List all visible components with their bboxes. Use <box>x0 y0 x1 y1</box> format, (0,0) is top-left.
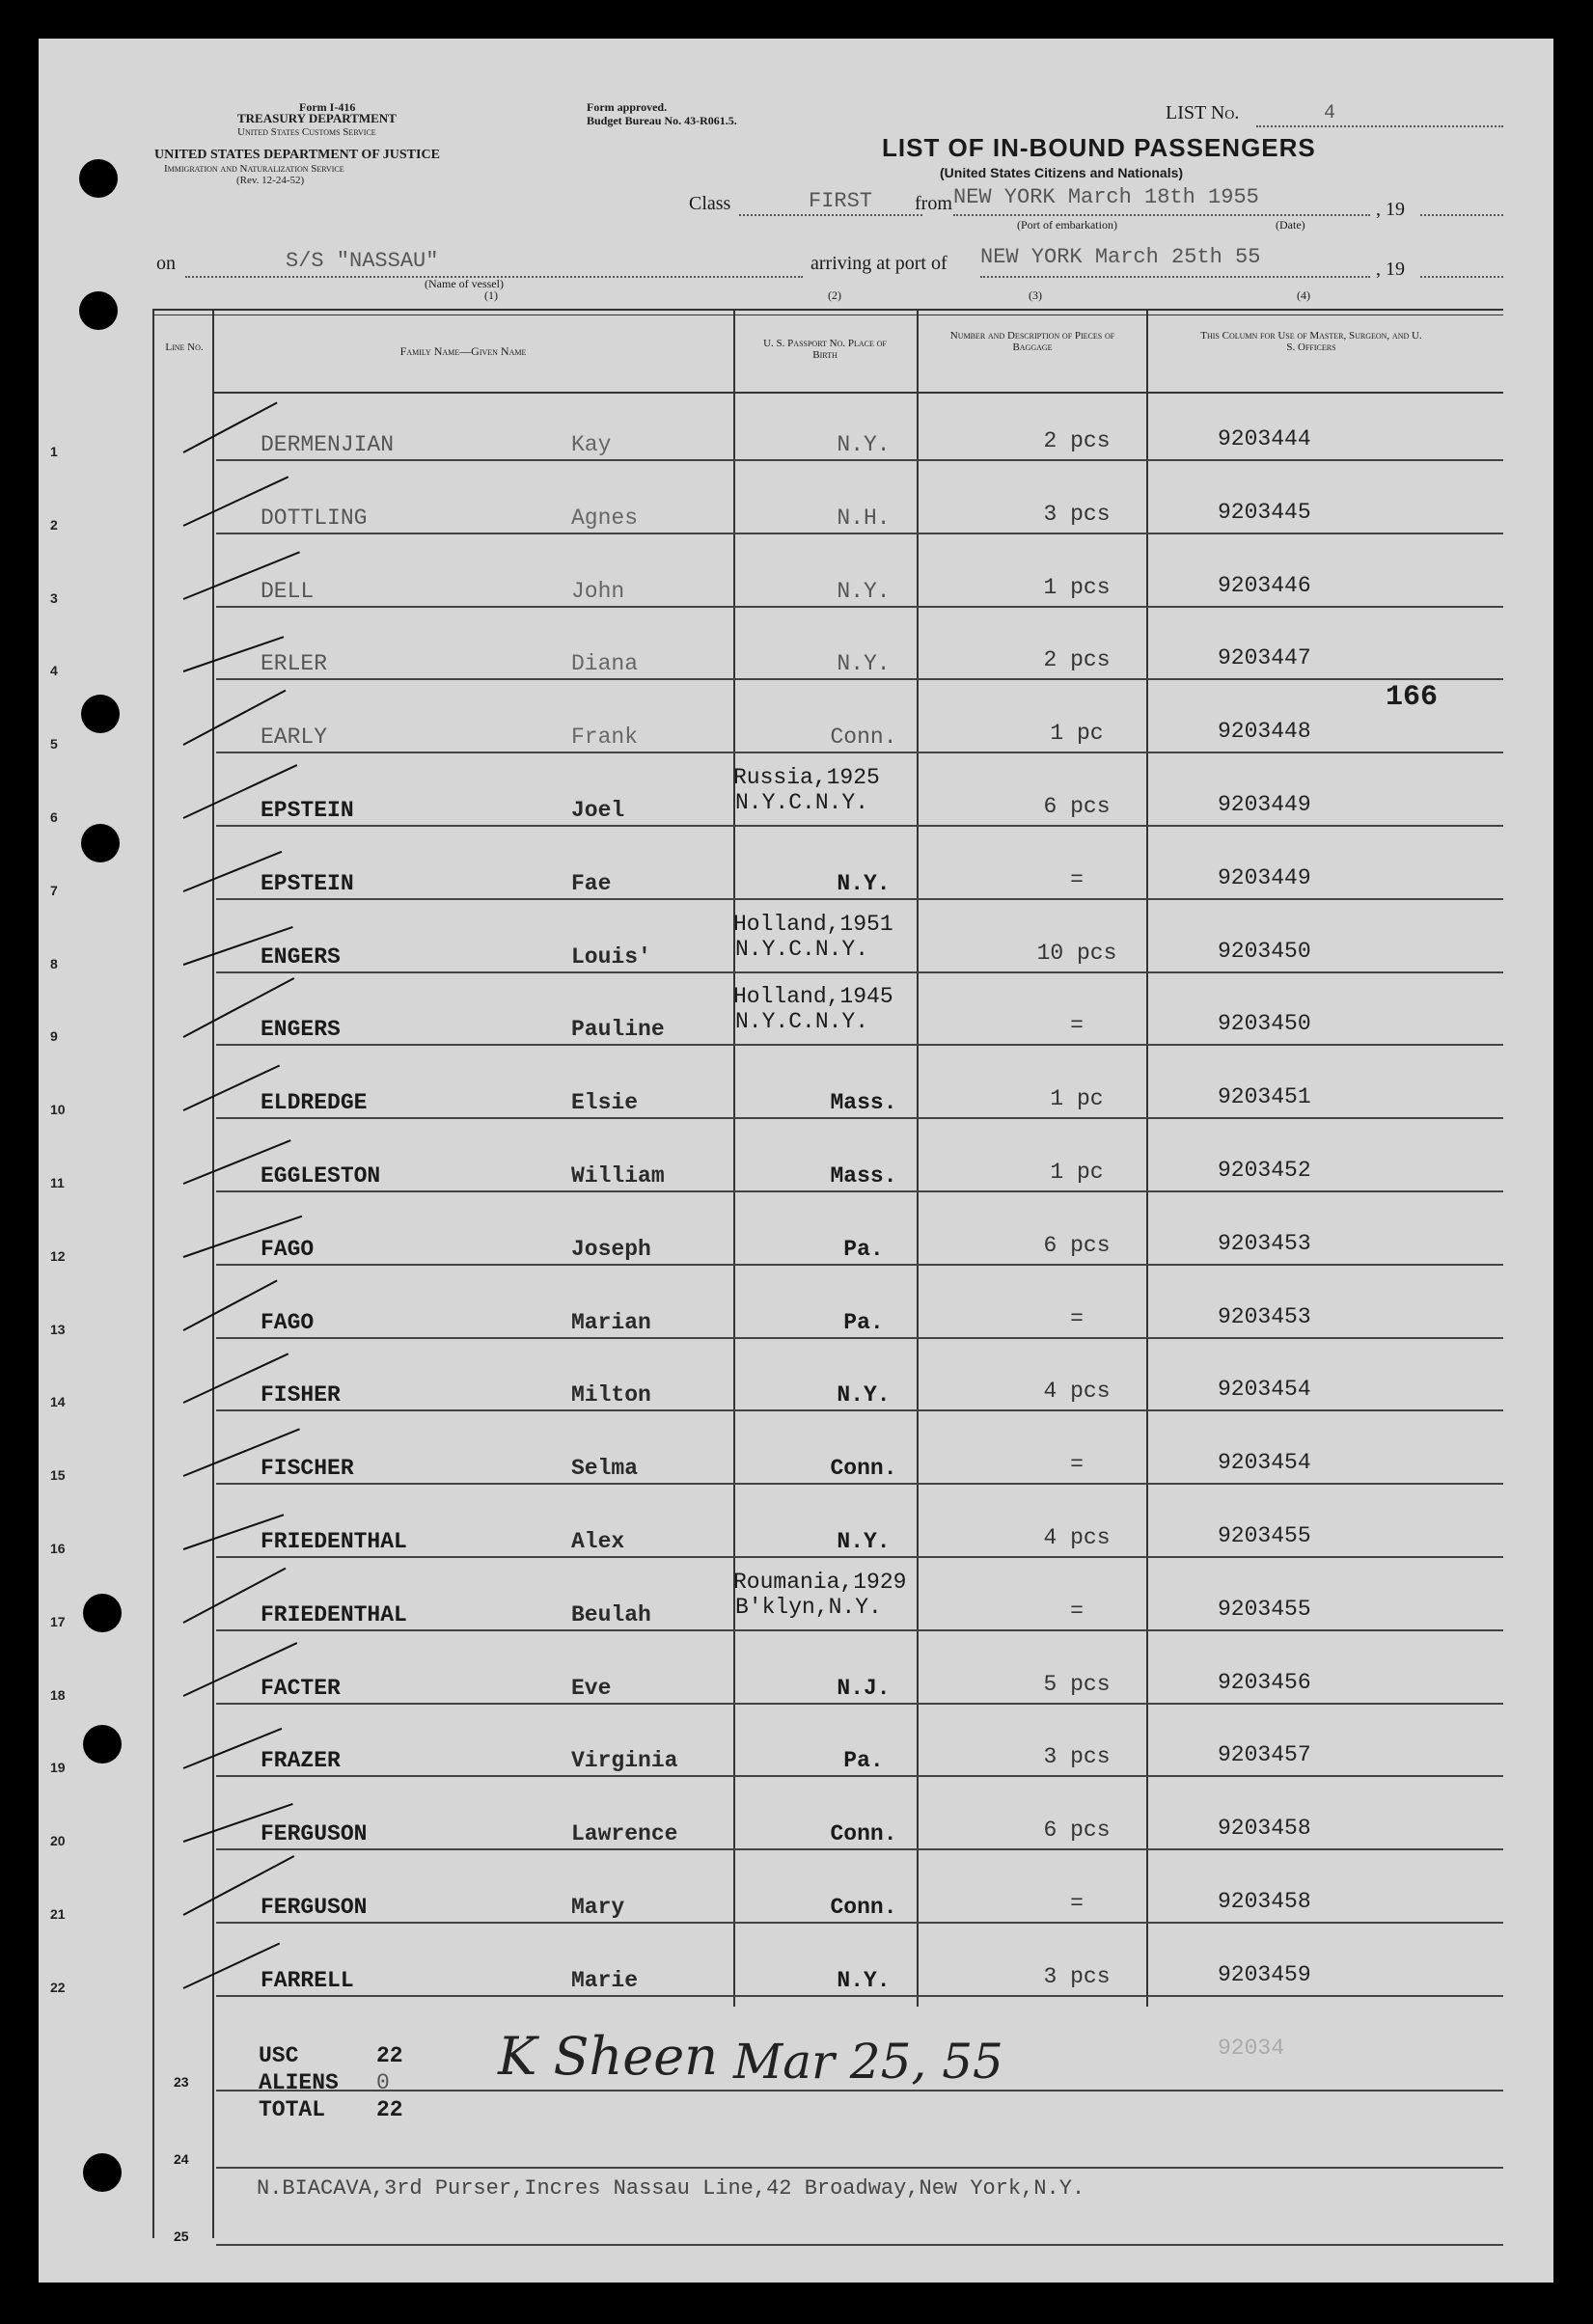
margin-number: 166 <box>1386 681 1439 714</box>
given-name: Mary <box>571 1895 625 1920</box>
row-rule <box>216 2090 1503 2092</box>
ins-label: Immigration and Naturalization Service <box>164 163 344 175</box>
given-name: Lawrence <box>571 1821 678 1847</box>
family-name: ENGERS <box>261 943 341 970</box>
place-of-birth: N.Y. <box>837 1382 891 1408</box>
register-number: 9203454 <box>1218 1450 1311 1476</box>
manifest-page <box>39 39 1553 2283</box>
family-name: FRIEDENTHAL <box>261 1601 407 1627</box>
family-name: FERGUSON <box>261 1895 368 1920</box>
total-value: 22 <box>376 2097 403 2122</box>
col-ref-1: (1) <box>484 288 498 302</box>
row-rule <box>216 1629 1503 1631</box>
table-row <box>39 908 1553 981</box>
given-name: Kay <box>571 432 612 457</box>
register-number: 9203453 <box>1218 1230 1311 1256</box>
family-name: FISHER <box>261 1382 341 1408</box>
signature-date: Mar 25, 55 <box>733 2034 1003 2090</box>
row-rule <box>216 533 1503 534</box>
line-number: 24 <box>174 2151 189 2167</box>
table-row <box>39 834 1553 908</box>
form-title: LIST OF IN-BOUND PASSENGERS <box>882 133 1316 162</box>
col-ref-4: (4) <box>1297 288 1310 302</box>
given-name: Louis' <box>571 943 651 970</box>
baggage-count: 3 pcs <box>1043 501 1111 527</box>
baggage-count: = <box>1070 866 1084 892</box>
row-rule <box>216 1995 1503 1997</box>
given-name: Marie <box>571 1967 639 1993</box>
row-rule <box>216 1922 1503 1924</box>
signature: K Sheen <box>498 2026 718 2087</box>
line-number: 17 <box>50 1613 66 1629</box>
budget-bureau: Budget Bureau No. 43-R061.5. <box>587 114 737 127</box>
row-rule <box>216 1337 1503 1339</box>
place-of-birth: Mass. <box>830 1163 897 1189</box>
baggage-count: 1 pc <box>1050 1160 1104 1185</box>
place-of-birth: Conn. <box>830 1456 897 1482</box>
given-name: Elsie <box>571 1090 639 1116</box>
family-name: ELDREDGE <box>261 1090 368 1116</box>
baggage-count: 2 pcs <box>1043 428 1111 453</box>
row-rule <box>216 2244 1503 2246</box>
baggage-count: 1 pc <box>1050 721 1104 747</box>
register-number: 9203451 <box>1218 1084 1311 1110</box>
line-number: 15 <box>50 1467 66 1484</box>
line-number: 19 <box>50 1760 66 1776</box>
binder-hole <box>83 2153 122 2192</box>
vessel-caption: (Name of vessel) <box>425 277 504 290</box>
baggage-count: = <box>1070 1305 1084 1331</box>
family-name: EPSTEIN <box>261 870 354 896</box>
given-name: Frank <box>571 725 639 751</box>
table-row <box>39 1419 1553 1492</box>
doj-label: UNITED STATES DEPARTMENT OF JUSTICE <box>154 148 440 162</box>
baggage-count: 1 pcs <box>1043 574 1111 600</box>
place-of-birth: N.Y. <box>837 578 891 604</box>
family-name: FACTER <box>261 1675 341 1701</box>
line-number: 21 <box>50 1906 66 1922</box>
family-name: FARRELL <box>261 1967 354 1993</box>
register-number: 9203452 <box>1218 1158 1311 1183</box>
given-name: Eve <box>571 1675 612 1701</box>
line-number: 18 <box>50 1686 66 1703</box>
row-rule <box>216 1483 1503 1485</box>
vessel-name: S/S "NASSAU" <box>286 249 439 273</box>
table-row <box>39 1127 1553 1200</box>
class-label: Class <box>689 193 731 214</box>
row-rule <box>216 752 1503 753</box>
row-rule <box>216 1848 1503 1850</box>
register-number: 9203454 <box>1218 1377 1311 1403</box>
register-number: 9203450 <box>1218 1011 1311 1037</box>
line-number: 11 <box>50 1175 65 1190</box>
register-number: 9203446 <box>1218 572 1311 598</box>
baggage-count: 6 pcs <box>1043 1232 1111 1258</box>
given-name: Marian <box>571 1309 651 1335</box>
header-officers: This Column for Use of Master, Surgeon, and U. S. Officers <box>1200 330 1422 353</box>
register-number: 9203449 <box>1218 864 1311 890</box>
baggage-count: 3 pcs <box>1043 1744 1111 1770</box>
table-row <box>39 1785 1553 1858</box>
line-number: 14 <box>50 1394 66 1410</box>
family-name: FAGO <box>261 1236 315 1262</box>
family-name: ERLER <box>261 651 328 677</box>
table-row <box>39 469 1553 542</box>
given-name: Fae <box>571 870 612 896</box>
given-name: Pauline <box>571 1017 665 1043</box>
baggage-count: 6 pcs <box>1043 794 1111 819</box>
col-ref-3: (3) <box>1029 288 1042 302</box>
table-row <box>39 1273 1553 1347</box>
line-number: 20 <box>50 1833 66 1849</box>
from-label: from <box>915 193 952 214</box>
line-number: 16 <box>50 1541 66 1556</box>
row-rule <box>216 1264 1503 1266</box>
line-number: 23 <box>174 2074 189 2090</box>
register-number: 9203449 <box>1218 792 1311 817</box>
given-name: William <box>571 1163 665 1189</box>
given-name: Joseph <box>571 1236 651 1262</box>
given-name: Beulah <box>571 1601 651 1627</box>
total-label: TOTAL <box>259 2097 326 2122</box>
register-number: 9203456 <box>1218 1669 1311 1695</box>
row-rule <box>216 1556 1503 1558</box>
given-name: John <box>571 578 625 604</box>
faint-number: 92034 <box>1218 2036 1285 2061</box>
baggage-count: = <box>1070 1891 1084 1916</box>
row-rule <box>216 2167 1503 2169</box>
table-row <box>39 1346 1553 1419</box>
place-of-birth: N.Y. <box>837 1967 891 1993</box>
treasury-dept: TREASURY DEPARTMENT <box>237 111 397 125</box>
year-suffix: , 19 <box>1376 199 1405 220</box>
line-number: 10 <box>50 1102 66 1118</box>
row-rule <box>216 1409 1503 1411</box>
binder-hole <box>79 291 118 330</box>
family-name: FRAZER <box>261 1748 341 1774</box>
arriving-port: NEW YORK March 25th 55 <box>980 245 1261 269</box>
line-number: 6 <box>50 809 58 825</box>
place-of-birth: Pa. <box>843 1748 884 1774</box>
register-number: 9203457 <box>1218 1742 1311 1768</box>
table-row <box>39 761 1553 834</box>
given-name: Alex <box>571 1529 625 1554</box>
place-of-birth: Pa. <box>843 1236 884 1262</box>
register-number: 9203458 <box>1218 1816 1311 1842</box>
birthplace-line-2: B'klyn,N.Y. <box>735 1594 882 1620</box>
register-number: 9203444 <box>1218 426 1311 451</box>
baggage-count: 4 pcs <box>1043 1525 1111 1550</box>
place-of-birth: Conn. <box>830 1895 897 1920</box>
birthplace-line-2: N.Y.C.N.Y. <box>735 936 869 962</box>
row-rule <box>216 1703 1503 1705</box>
baggage-count: 10 pcs <box>1036 940 1117 966</box>
place-of-birth: N.Y. <box>837 651 891 677</box>
family-name: DELL <box>261 578 315 604</box>
line-number: 12 <box>50 1247 66 1264</box>
table-row <box>39 396 1553 469</box>
customs-service: United States Customs Service <box>237 126 376 138</box>
row-rule <box>216 898 1503 900</box>
baggage-count: 5 pcs <box>1043 1671 1111 1697</box>
row-rule <box>216 971 1503 973</box>
given-name: Virginia <box>571 1748 678 1774</box>
form-subtitle: (United States Citizens and Nationals) <box>940 165 1184 180</box>
date-caption: (Date) <box>1276 218 1305 232</box>
birthplace-line-1: Holland,1951 <box>733 911 893 937</box>
register-number: 9203459 <box>1218 1961 1311 1987</box>
place-of-birth: N.Y. <box>837 432 891 457</box>
place-of-birth: N.Y. <box>837 1529 891 1554</box>
row-rule <box>216 459 1503 461</box>
place-of-birth: N.H. <box>837 505 891 531</box>
table-row <box>39 1200 1553 1273</box>
row-rule <box>216 678 1503 680</box>
table-row <box>39 1053 1553 1127</box>
revision: (Rev. 12-24-52) <box>236 175 305 186</box>
baggage-count: 1 pc <box>1050 1086 1104 1112</box>
port-embark-caption: (Port of embarkation) <box>1017 218 1117 232</box>
line-number: 8 <box>50 955 58 971</box>
family-name: DOTTLING <box>261 505 368 531</box>
row-rule <box>216 1190 1503 1192</box>
table-row <box>39 615 1553 688</box>
table-row <box>39 980 1553 1053</box>
given-name: Milton <box>571 1382 651 1408</box>
row-rule <box>216 1775 1503 1777</box>
line-number: 13 <box>50 1321 66 1337</box>
table-row <box>39 1492 1553 1566</box>
line-number: 25 <box>174 2228 189 2244</box>
from-value: NEW YORK March 18th 1955 <box>953 185 1259 209</box>
line-number: 1 <box>50 444 58 459</box>
header-line-no: Line No. <box>165 342 204 353</box>
year-suffix-2: , 19 <box>1376 259 1405 280</box>
register-number: 9203455 <box>1218 1523 1311 1548</box>
family-name: DERMENJIAN <box>261 432 395 457</box>
table-row <box>39 688 1553 761</box>
line-number: 3 <box>50 589 58 606</box>
row-rule <box>216 825 1503 827</box>
arriving-label: arriving at port of <box>810 253 948 274</box>
header-baggage: Number and Description of Pieces of Baggage <box>949 330 1115 353</box>
table-row <box>39 1711 1553 1785</box>
birthplace-line-1: Roumania,1929 <box>733 1569 907 1595</box>
family-name: EPSTEIN <box>261 798 354 823</box>
table-row <box>39 542 1553 615</box>
baggage-count: 6 pcs <box>1043 1818 1111 1844</box>
family-name: FISCHER <box>261 1456 354 1482</box>
register-number: 9203445 <box>1218 499 1311 525</box>
birthplace-line-1: Russia,1925 <box>733 765 880 790</box>
on-label: on <box>156 253 176 274</box>
birthplace-line-2: N.Y.C.N.Y. <box>735 790 869 815</box>
given-name: Agnes <box>571 505 639 531</box>
place-of-birth: N.Y. <box>837 870 891 896</box>
form-approved: Form approved. <box>587 100 668 114</box>
family-name: ENGERS <box>261 1017 341 1043</box>
usc-value: 22 <box>376 2043 403 2068</box>
table-row <box>39 1639 1553 1712</box>
family-name: EARLY <box>261 725 328 751</box>
aliens-value: 0 <box>376 2070 390 2095</box>
line-number: 4 <box>50 663 58 679</box>
birthplace-line-1: Holland,1945 <box>733 984 893 1010</box>
row-rule <box>216 1044 1503 1046</box>
purser-footer: N.BIACAVA,3rd Purser,Incres Nassau Line,42 Broadway,New York,N.Y. <box>257 2176 1085 2201</box>
baggage-count: 2 pcs <box>1043 647 1111 673</box>
family-name: FRIEDENTHAL <box>261 1529 407 1554</box>
baggage-count: = <box>1070 1598 1084 1624</box>
given-name: Diana <box>571 651 639 677</box>
table-row <box>39 1858 1553 1931</box>
given-name: Joel <box>571 798 625 823</box>
place-of-birth: Conn. <box>830 1821 897 1847</box>
table-row <box>39 1931 1553 2005</box>
place-of-birth: Mass. <box>830 1090 897 1116</box>
line-number: 5 <box>50 736 58 752</box>
aliens-label: ALIENS <box>259 2070 339 2095</box>
line-number: 22 <box>50 1979 66 1995</box>
birthplace-line-2: N.Y.C.N.Y. <box>735 1009 869 1035</box>
place-of-birth: N.J. <box>837 1675 891 1701</box>
given-name: Selma <box>571 1456 639 1482</box>
baggage-count: = <box>1070 1013 1084 1039</box>
register-number: 9203450 <box>1218 938 1311 964</box>
form-number: Form I-416 <box>299 100 356 114</box>
list-number: 4 <box>1324 102 1336 124</box>
col-ref-2: (2) <box>828 288 841 302</box>
baggage-count: = <box>1070 1452 1084 1478</box>
baggage-count: 3 pcs <box>1043 1963 1111 1989</box>
baggage-count: 4 pcs <box>1043 1379 1111 1405</box>
row-rule <box>216 606 1503 608</box>
header-passport: U. S. Passport No. Place of Birth <box>763 338 887 361</box>
register-number: 9203453 <box>1218 1303 1311 1329</box>
place-of-birth: Pa. <box>843 1309 884 1335</box>
class-value: FIRST <box>809 189 873 213</box>
register-number: 9203455 <box>1218 1596 1311 1622</box>
line-number: 7 <box>50 882 58 898</box>
register-number: 9203448 <box>1218 719 1311 745</box>
family-name: EGGLESTON <box>261 1163 381 1189</box>
family-name: FAGO <box>261 1309 315 1335</box>
line-number: 9 <box>50 1028 58 1045</box>
usc-label: USC <box>259 2043 299 2068</box>
place-of-birth: Conn. <box>830 725 897 751</box>
line-number: 2 <box>50 516 58 533</box>
register-number: 9203458 <box>1218 1889 1311 1914</box>
family-name: FERGUSON <box>261 1821 368 1847</box>
row-rule <box>216 1117 1503 1119</box>
binder-hole <box>79 159 118 198</box>
header-name: Family Name—Given Name <box>399 344 527 358</box>
register-number: 9203447 <box>1218 645 1311 671</box>
table-row <box>39 1566 1553 1639</box>
list-label: LIST No. <box>1166 102 1240 123</box>
